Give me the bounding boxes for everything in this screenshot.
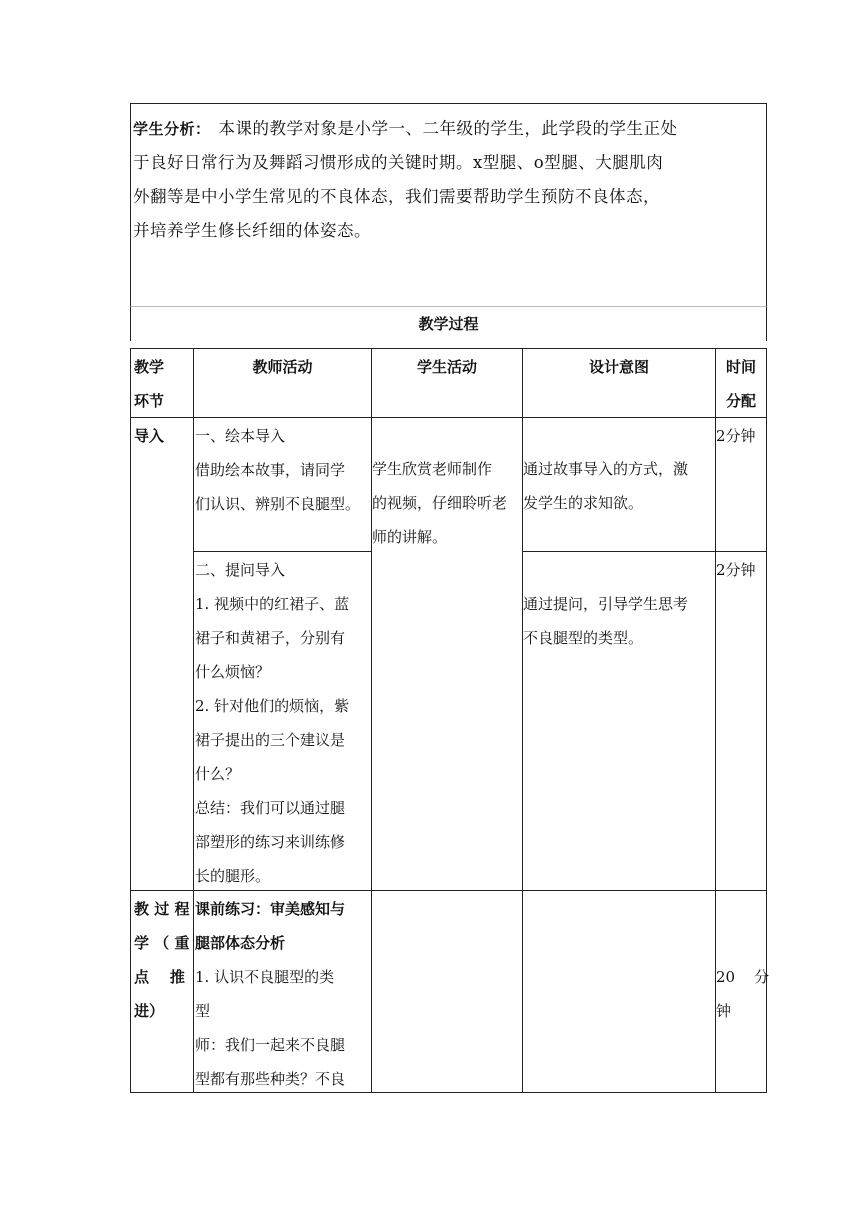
teacher-a-line: 一、绘本导入: [195, 427, 286, 445]
header-time-line-1: 时间: [725, 358, 756, 376]
teacher-b-line: 2. 针对他们的烦恼，紫: [195, 697, 350, 715]
header-teacher: 教师活动: [252, 358, 313, 376]
analysis-line-1: [131, 112, 766, 146]
row1-time-a: 2分钟: [716, 427, 756, 445]
stage-line: 学 （ 重: [134, 934, 190, 952]
teacher-line: 师：我们一起来不良腿: [195, 1036, 346, 1054]
teacher-b-line: 1. 视频中的红裙子、蓝: [195, 595, 350, 613]
intent-a-line: 通过故事导入的方式，激: [523, 460, 689, 478]
row1-student: [372, 452, 507, 554]
row2-teacher: [195, 892, 345, 1096]
teacher-b-line: 长的腿形。: [195, 867, 271, 885]
header-stage: [134, 350, 164, 418]
teacher-title-line: 课前练习：审美感知与: [195, 900, 346, 918]
teacher-b-line: 二、提问导入: [195, 561, 286, 579]
header-stage-line-2: 环节: [134, 392, 165, 410]
teacher-a-line: 们认识、辨别不良腿型。: [195, 495, 361, 513]
header-stage-line-1: 教学: [134, 358, 165, 376]
student-analysis-section: [130, 103, 767, 306]
teacher-b-line: 裙子提出的三个建议是: [195, 731, 346, 749]
stage-line: 教 过 程: [134, 900, 190, 918]
row1-intent-a: [523, 452, 688, 520]
teacher-b-line: 什么烦恼？: [195, 663, 271, 681]
header-time-line-2: 分配: [725, 392, 756, 410]
table-border-left: [130, 348, 131, 1093]
row1-teacher-a: [195, 419, 360, 521]
row1-intent-b: [523, 587, 688, 655]
header-row-divider: [130, 417, 767, 418]
time-line: 20 分: [716, 968, 770, 986]
teacher-b-line: 什么？: [195, 765, 241, 783]
row1-teacher-b: [195, 553, 349, 893]
analysis-lead: 学生分析：: [133, 120, 211, 138]
process-title: 教学过程: [130, 306, 767, 341]
teacher-b-line: 总结：我们可以通过腿: [195, 799, 346, 817]
intent-b-line: 不良腿型的类型。: [523, 629, 644, 647]
stage-line: 进）: [134, 1002, 165, 1020]
row1-stage: 导入: [134, 427, 165, 445]
student-line: 师的讲解。: [372, 528, 448, 546]
table-border-top: [130, 348, 767, 349]
student-line: 学生欣赏老师制作: [372, 460, 493, 478]
stage-line: 点 推: [134, 968, 185, 986]
time-line: 钟: [716, 1002, 732, 1020]
teacher-a-line: 借助绘本故事，请同学: [195, 461, 346, 479]
analysis-line-2: 于良好日常行为及舞蹈习惯形成的关键时期。x型腿、o型腿、大腿肌肉: [133, 153, 664, 172]
teacher-line: 型都有那些种类？不良: [195, 1070, 346, 1088]
header-time: [716, 350, 766, 418]
analysis-text-1: 本课的教学对象是小学一、二年级的学生，此学段的学生正处: [218, 119, 678, 138]
intent-subrow-divider: [522, 551, 767, 552]
header-intent: 设计意图: [588, 358, 649, 376]
teacher-line: 1. 认识不良腿型的类: [195, 968, 335, 986]
teacher-b-line: 部塑形的练习来训练修: [195, 833, 346, 851]
header-student: 学生活动: [416, 358, 477, 376]
analysis-line-3: 外翻等是中小学生常见的不良体态，我们需要帮助学生预防不良体态，: [133, 187, 660, 206]
intent-b-line: 通过提问，引导学生思考: [523, 595, 689, 613]
teacher-line: 型: [195, 1002, 211, 1020]
row2-stage: [134, 892, 189, 1028]
teacher-title-line: 腿部体态分析: [195, 934, 286, 952]
analysis-line-4: 并培养学生修长纤细的体姿态。: [133, 221, 371, 240]
teacher-subrow-divider: [193, 551, 371, 552]
teacher-b-line: 裙子和黄裙子，分别有: [195, 629, 346, 647]
row1-time-b: 2分钟: [716, 561, 756, 579]
col-divider-1: [193, 348, 194, 1093]
row2-time: [716, 960, 769, 1028]
intent-a-line: 发学生的求知欲。: [523, 494, 644, 512]
student-line: 的视频，仔细聆听老: [372, 494, 508, 512]
